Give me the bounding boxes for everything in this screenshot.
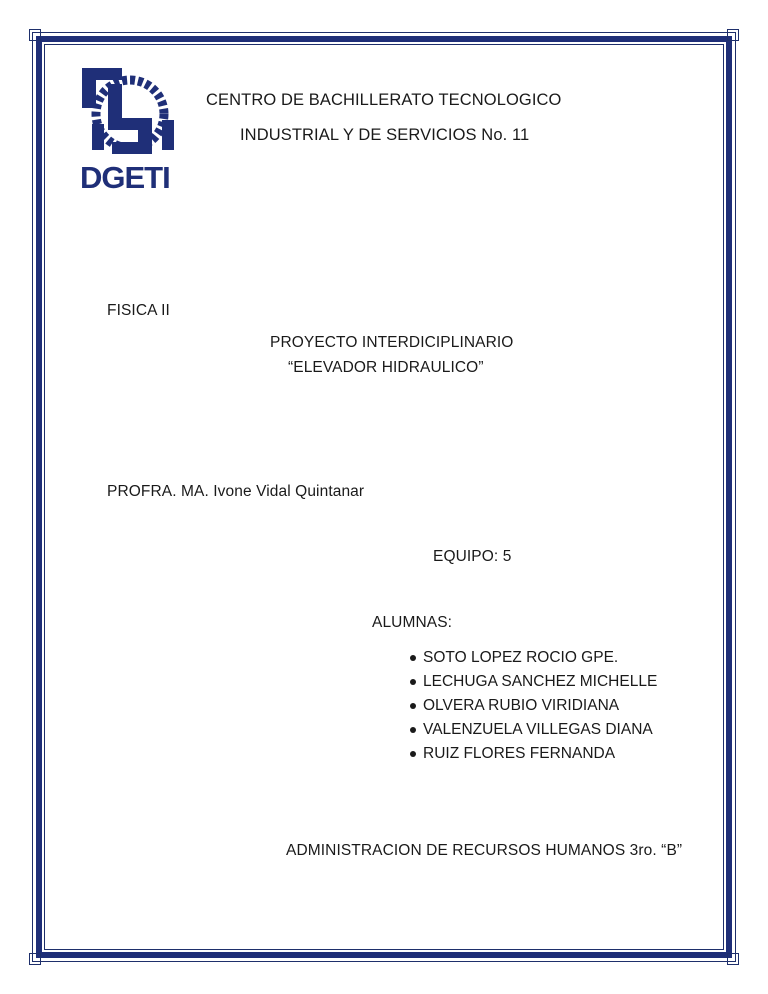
subject-label: FISICA II [107, 302, 170, 319]
corner-ornament-top-left [29, 29, 41, 41]
dgeti-logo [78, 62, 178, 192]
project-subtitle: “ELEVADOR HIDRAULICO” [288, 359, 484, 376]
school-name-line-1: CENTRO DE BACHILLERATO TECNOLOGICO [206, 91, 562, 109]
corner-ornament-top-right [727, 29, 739, 41]
course-group: ADMINISTRACION DE RECURSOS HUMANOS 3ro. “B” [286, 842, 683, 859]
corner-ornament-bottom-right [727, 953, 739, 965]
list-item: SOTO LOPEZ ROCIO GPE. [408, 646, 657, 670]
list-item: RUIZ FLORES FERNANDA [408, 742, 657, 766]
team-number: EQUIPO: 5 [433, 548, 512, 565]
list-item: VALENZUELA VILLEGAS DIANA [408, 718, 657, 742]
teacher-name: PROFRA. MA. Ivone Vidal Quintanar [107, 483, 365, 500]
list-item: LECHUGA SANCHEZ MICHELLE [408, 670, 657, 694]
school-name-line-2: INDUSTRIAL Y DE SERVICIOS No. 11 [240, 126, 530, 144]
project-title: PROYECTO INTERDICIPLINARIO [270, 334, 514, 351]
students-label: ALUMNAS: [372, 614, 453, 631]
list-item: OLVERA RUBIO VIRIDIANA [408, 694, 657, 718]
svg-text:DGETI: DGETI [80, 160, 170, 192]
corner-ornament-bottom-left [29, 953, 41, 965]
students-list [408, 646, 657, 766]
